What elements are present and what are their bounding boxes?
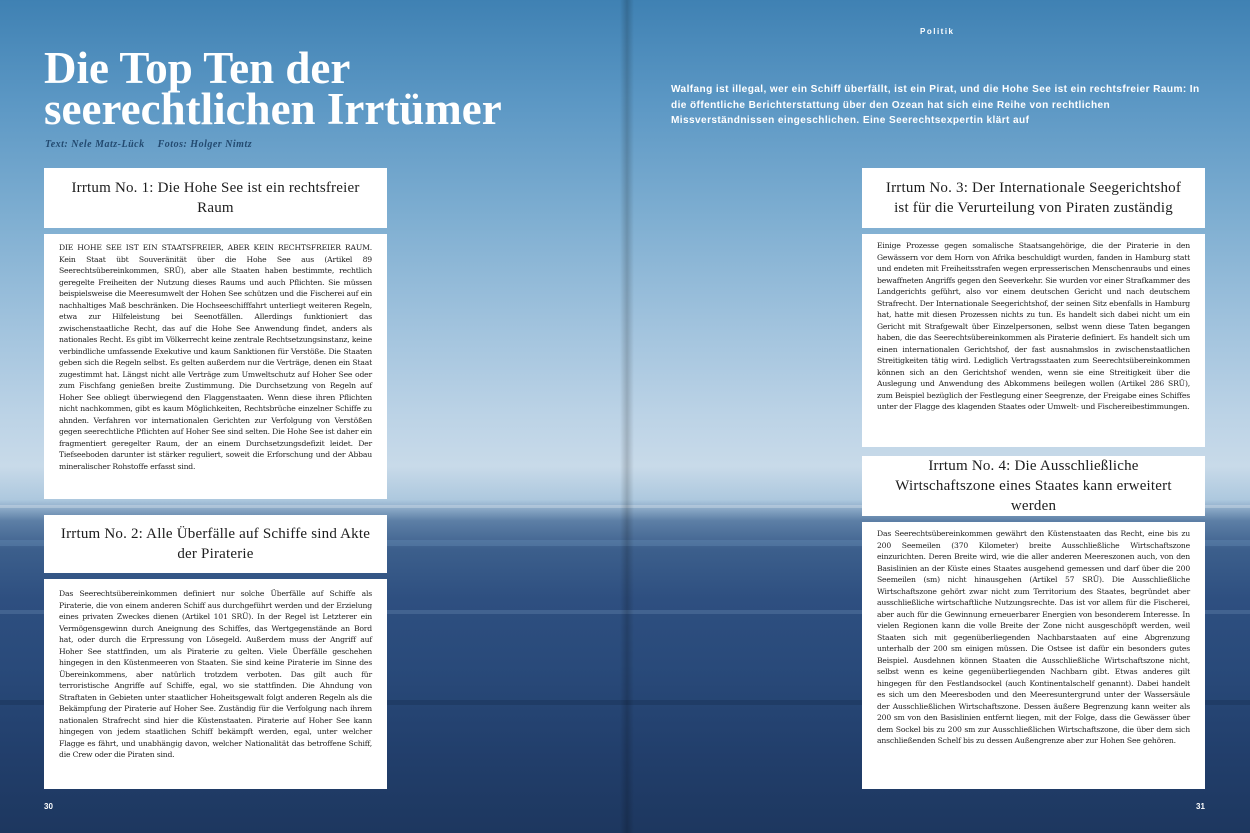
page-number-left: 30 xyxy=(44,802,53,811)
title-line-2: seerechtlichen Irrtümer xyxy=(44,84,502,134)
photo-credit: Fotos: Holger Nimtz xyxy=(157,139,253,150)
irrtum-4-heading: Irrtum No. 4: Die Ausschließliche Wirtschaftszone eines Staates kann erweitert werden xyxy=(895,458,1172,514)
irrtum-4-body: Das Seerechtsübereinkommen gewährt den Küstenstaaten das Recht, eine bis zu 200 Seemeilen (370 Kilometer) breite Ausschließliche Wirtschaftszone einzurichten. Deren Breite wird, wie die aller anderen Meereszonen auch, von den Basislinien an der Küste eines Staates ausgehend gemessen und darf über die 200 Seemeilen (sm) nicht hinausgehen (Artikel 57 SRÜ). Die Ausschließliche Wirtschaftszone gehört zwar nicht zum Territorium des Staates, begründet aber ausschließliche wirtschaftliche Nutzungsrechte. Das ist vor allem für die Fischerei, aber auch für die Gewinnung erneuerbarer Energien von besonderem Interesse. In vielen Regionen kann die volle Breite der Zone nicht ausgeschöpft werden, weil Staaten sich mit gegenüberliegenden Nachbarstaaten auf eine Abgrenzung unterhalb der 200 sm einigen müssen. Die Ostsee ist dafür ein besonders gutes Beispiel. Ausdehnen können Staaten die Ausschließliche Wirtschaftszone nicht, selbst wenn es keine gegenüberliegenden Nachbarn gibt. Etwas anderes gilt hingegen für den Festlandsockel (auch Kontinentalschelf genannt). Dabei handelt es sich um den Meeresboden und den Meeresuntergrund unter der Wassersäule der Ausschließlichen Wirtschaftszone. Dessen äußere Begrenzung kann weiter als 200 sm von den Basislinien entfernt liegen, mit der Folge, dass die Gewässer über dem Sockel bis zu 200 sm zur Ausschließlichen Wirtschaftszone, die über dem sich anschließenden Schelf bis zu dessen Außengrenze aber zur Hohen See gehören. xyxy=(877,529,1190,745)
irrtum-3-heading: Irrtum No. 3: Der Internationale Seegerichtshof ist für die Verurteilung von Piraten zuständig xyxy=(885,180,1182,216)
irrtum-3-body: Einige Prozesse gegen somalische Staatsangehörige, die der Piraterie in den Gewässern vor dem Horn von Afrika beschuldigt wurden, fanden in Hamburg statt und endeten mit Freiheitsstrafen wegen erpresserischen Menschenraubs und eines bewaffneten Angriffs gegen den Seeverkehr. Sie wurden vor einer Strafkammer des Landgerichts geführt, also vor einem deutschen Gericht und nach deutschem Strafrecht. Der Internationale Seegerichtshof, der seinen Sitz ebenfalls in Hamburg hat, hatte mit diesen Prozessen nichts zu tun. Es handelt sich dabei nicht um ein Gericht mit Strafgewalt über Einzelpersonen, selbst wenn diese Taten begangen haben, die das Seerechtsübereinkommen als Piraterie definiert. Es handelt sich um einen internationalen Gerichtshof, der fast ausnahmslos in zwischenstaatlichen Streitigkeiten tätig wird. Lediglich Vertragsstaaten zum Seerechtsübereinkommen können sich an den Gerichtshof wenden, wenn sie eine Streitigkeit über die Auslegung und Anwendung des Abkommens beilegen wollen (Artikel 286 SRÜ), zum Beispiel bezüglich der Festlegung einer Seegrenze, der Freigabe eines Schiffes unter der Flagge des klagenden Staates oder Umwelt- und Fischereibestimmungen. xyxy=(877,241,1190,411)
article-credits xyxy=(45,139,252,150)
title-line-1: Die Top Ten der xyxy=(44,43,351,93)
irrtum-4-heading-box xyxy=(862,456,1205,516)
irrtum-1-heading-box xyxy=(44,168,387,228)
irrtum-3-body-box xyxy=(862,234,1205,447)
irrtum-1-heading: Irrtum No. 1: Die Hohe See ist ein rechtsfreier Raum xyxy=(71,180,360,216)
irrtum-2-body: Das Seerechtsübereinkommen definiert nur solche Überfälle auf Schiffe als Piraterie, die von einem anderen Schiff aus durchgeführt werden und der Erzielung eines privaten Zweckes dienen (Artikel 101 SRÜ). In der Regel ist Letzterer ein Vermögensgewinn durch Aneignung des Schiffes, das Wertgegenstände an Bord hat, oder durch die Erpressung von Lösegeld. Außerdem muss der Angriff auf Hoher See stattfinden, um als Piraterie zu gelten. Viele Überfälle geschehen hingegen in den Küstenmeeren von Staaten. Sie sind keine Piraterie im Sinne des Übereinkommens, aber natürlich trotzdem verboten. Das gilt auch für terroristische Angriffe auf Schiffe, egal, wo sie stattfinden. Die Ahndung von Straftaten in Gebieten unter staatlicher Hoheitsgewalt folgt anderen Regeln als die Bekämpfung der Piraterie auf Hoher See. Zuständig für die Verfolgung nach ihrem nationalen Strafrecht sind hier die Küstenstaaten. Piraterie auf Hoher See kann hingegen von jedem staatlichen Schiff bekämpft werden, egal, unter welcher Flagge es fährt, und unabhängig davon, welcher Nationalität das betroffene Schiff, die Crew oder die Piraten sind. xyxy=(59,589,372,759)
irrtum-4-body-box xyxy=(862,522,1205,789)
irrtum-2-heading: Irrtum No. 2: Alle Überfälle auf Schiffe sind Akte der Piraterie xyxy=(60,526,371,562)
article-intro: Walfang ist illegal, wer ein Schiff überfällt, ist ein Pirat, und die Hohe See ist ein rechtsfreier Raum: In die öffentliche Berichterstattung über den Ozean hat sich eine Reihe von rechtlichen Missverständnissen eingeschlichen. Eine Seerechtsexpertin klärt auf xyxy=(671,84,1200,126)
irrtum-2-body-box xyxy=(44,579,387,789)
irrtum-1-body: DIE HOHE SEE IST EIN STAATSFREIER, ABER KEIN RECHTSFREIER RAUM. Kein Staat übt Souveränität über die Hohe See aus (Artikel 89 Seerechtsübereinkommen, SRÜ), aber alle Staaten haben bestimmte, rechtlich geregelte Freiheiten der Nutzung dieses Raums und auch Pflichten. Sie müssen beispielsweise die Meeresumwelt der Hohen See schützen und die Fischerei auf ein nachhaltiges Maß beschränken. Die Hochseeschifffahrt unterliegt weiteren Regeln, etwa zur Hilfeleistung bei Seenotfällen. Allerdings funktioniert das zwischenstaatliche Recht, das auf die Hohe See Anwendung findet, anders als nationales Recht. Es gibt im Völkerrecht keine zentrale Rechtsetzungsinstanz, keine verbindliche umfassende Exekutive und kaum Sanktionen für Verstöße. Die Staaten geben sich die Regeln selbst. Es gelten außerdem nur die Verträge, denen ein Staat zugestimmt hat. Längst nicht alle Verträge zum Umweltschutz auf Hoher See oder zum Fischfang genießen breite Zustimmung. Die Durchsetzung von Regeln auf Hoher See obliegt überwiegend den Flaggenstaaten. Wenn diese ihren Pflichten nicht nachkommen, gibt es kaum Möglichkeiten, Rechtsbrüche einzelner Schiffe zu ahnden. Verfahren vor internationalen Gerichten zur Verfolgung von Verstößen gegen seerechtliche Pflichten auf Hoher See sind selten. Die Hohe See ist daher ein fragmentiert geregelter Raum, der an einem Durchsetzungsdefizit leidet. Der Tiefseeboden darunter ist stärker reguliert, soweit die Erforschung und der Abbau mineralischer Rohstoffe erfasst sind. xyxy=(59,243,372,471)
irrtum-1-body-box xyxy=(44,234,387,499)
irrtum-2-heading-box xyxy=(44,515,387,573)
author-credit: Text: Nele Matz-Lück xyxy=(45,139,145,150)
section-label: Politik xyxy=(920,27,955,36)
irrtum-3-heading-box xyxy=(862,168,1205,228)
spread-gutter xyxy=(620,0,634,833)
page-number-right: 31 xyxy=(1196,802,1205,811)
